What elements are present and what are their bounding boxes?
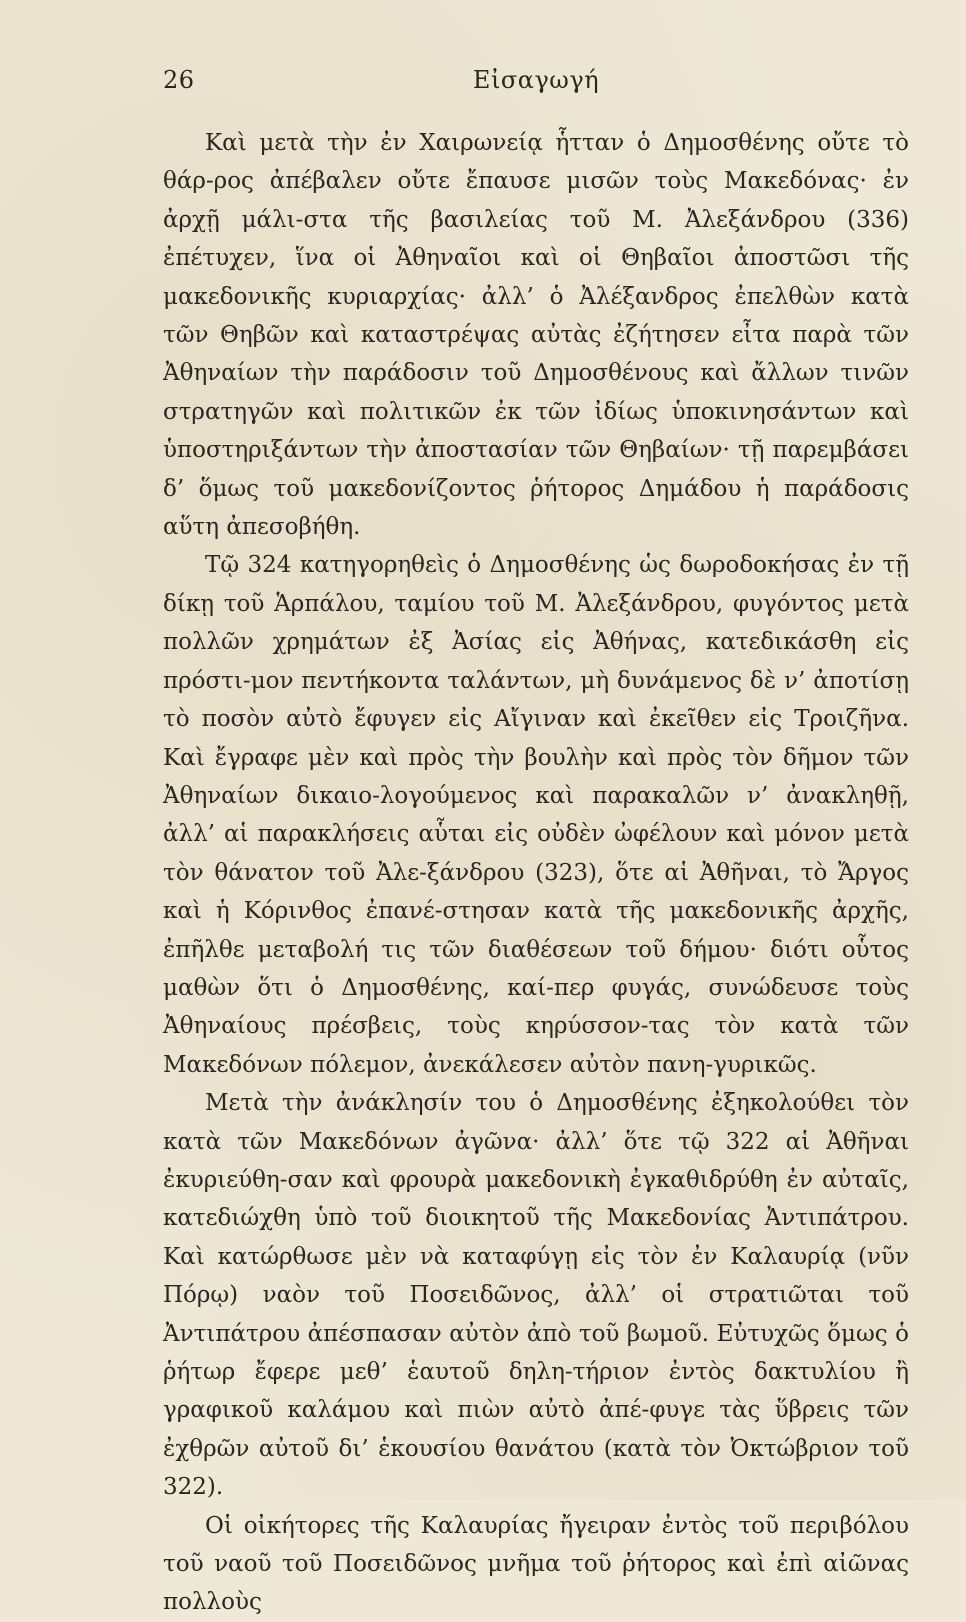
page-number: 26 [163, 66, 195, 94]
body-text [163, 124, 909, 1622]
paragraph: Καὶ μετὰ τὴν ἐν Χαιρωνείᾳ ἧτταν ὁ Δημοσθένης οὔτε τὸ θάρ-ρος ἀπέβαλεν οὔτε ἔπαυσε μισῶν τοὺς Μακεδόνας· ἐν ἀρχῇ μάλι-στα τῆς βασιλείας τοῦ Μ. Ἀλεξάνδρου (336) ἐπέτυχεν, ἵνα οἱ Ἀθηναῖοι καὶ οἱ Θηβαῖοι ἀποστῶσι τῆς μακεδονικῆς κυριαρχίας· ἀλλ’ ὁ Ἀλέξανδρος ἐπελθὼν κατὰ τῶν Θηβῶν καὶ καταστρέψας αὐτὰς ἐζήτησεν εἶτα παρὰ τῶν Ἀθηναίων τὴν παράδοσιν τοῦ Δημοσθένους καὶ ἄλλων τινῶν στρατηγῶν καὶ πολιτικῶν ἐκ τῶν ἰδίως ὑποκινησάντων καὶ ὑποστηριξάντων τὴν ἀποστασίαν τῶν Θηβαίων· τῇ παρεμβάσει δ’ ὅμως τοῦ μακεδονίζοντος ῥήτορος Δημάδου ἡ παράδοσις αὕτη ἀπεσοβήθη. [163, 130, 909, 541]
page-header [163, 66, 909, 106]
running-title: Εἰσαγωγή [472, 66, 600, 94]
paragraph: Τῷ 324 κατηγορηθεὶς ὁ Δημοσθένης ὡς δωροδοκήσας ἐν τῇ δίκῃ τοῦ Ἁρπάλου, ταμίου τοῦ Μ. Ἀλεξάνδρου, φυγόντος μετὰ πολλῶν χρημάτων ἐξ Ἀσίας εἰς Ἀθήνας, κατεδικάσθη εἰς πρόστι-μον πεντήκοντα ταλάντων, μὴ δυνάμενος δὲ ν’ ἀποτίσῃ τὸ ποσὸν αὐτὸ ἔφυγεν εἰς Αἴγιναν καὶ ἐκεῖθεν εἰς Τροιζῆνα. Καὶ ἔγραφε μὲν καὶ πρὸς τὴν βουλὴν καὶ πρὸς τὸν δῆμον τῶν Ἀθηναίων δικαιο-λογούμενος καὶ παρακαλῶν ν’ ἀνακληθῇ, ἀλλ’ αἱ παρακλήσεις αὗται εἰς οὐδὲν ὠφέλουν καὶ μόνον μετὰ τὸν θάνατον τοῦ Ἀλε-ξάνδρου (323), ὅτε αἱ Ἀθῆναι, τὸ Ἄργος καὶ ἡ Κόρινθος ἐπανέ-στησαν κατὰ τῆς μακεδονικῆς ἀρχῆς, ἐπῆλθε μεταβολή τις τῶν διαθέσεων τοῦ δήμου· διότι οὗτος μαθὼν ὅτι ὁ Δημοσθένης, καί-περ φυγάς, συνώδευσε τοὺς Ἀθηναίους πρέσβεις, τοὺς κηρύσσον-τας τὸν κατὰ τῶν Μακεδόνων πόλεμον, ἀνεκάλεσεν αὐτὸν πανη-γυρικῶς. [163, 552, 909, 1078]
paragraph: Οἱ οἰκήτορες τῆς Καλαυρίας ἤγειραν ἐντὸς τοῦ περιβόλου τοῦ ναοῦ τοῦ Ποσειδῶνος μνῆμα τοῦ ῥήτορος καὶ ἐπὶ αἰῶνας πολλοὺς [163, 1512, 909, 1616]
paragraph: Μετὰ τὴν ἀνάκλησίν του ὁ Δημοσθένης ἐξηκολούθει τὸν κατὰ τῶν Μακεδόνων ἀγῶνα· ἀλλ’ ὅτε τῷ 322 αἱ Ἀθῆναι ἐκυριεύθη-σαν καὶ φρουρὰ μακεδονικὴ ἐγκαθιδρύθη ἐν αὐταῖς, κατεδιώχθη ὑπὸ τοῦ διοικητοῦ τῆς Μακεδονίας Ἀντιπάτρου. Καὶ κατώρθωσε μὲν νὰ καταφύγῃ εἰς τὸν ἐν Καλαυρίᾳ (νῦν Πόρῳ) ναὸν τοῦ Ποσειδῶνος, ἀλλ’ οἱ στρατιῶται τοῦ Ἀντιπάτρου ἀπέσπασαν αὐτὸν ἀπὸ τοῦ βωμοῦ. Εὐτυχῶς ὅμως ὁ ῥήτωρ ἔφερε μεθ’ ἑαυτοῦ δηλη-τήριον ἐντὸς δακτυλίου ἢ γραφικοῦ καλάμου καὶ πιὼν αὐτὸ ἀπέ-φυγε τὰς ὕβρεις τῶν ἐχθρῶν αὐτοῦ δι’ ἑκουσίου θανάτου (κατὰ τὸν Ὀκτώβριον τοῦ 322). [163, 1090, 909, 1501]
